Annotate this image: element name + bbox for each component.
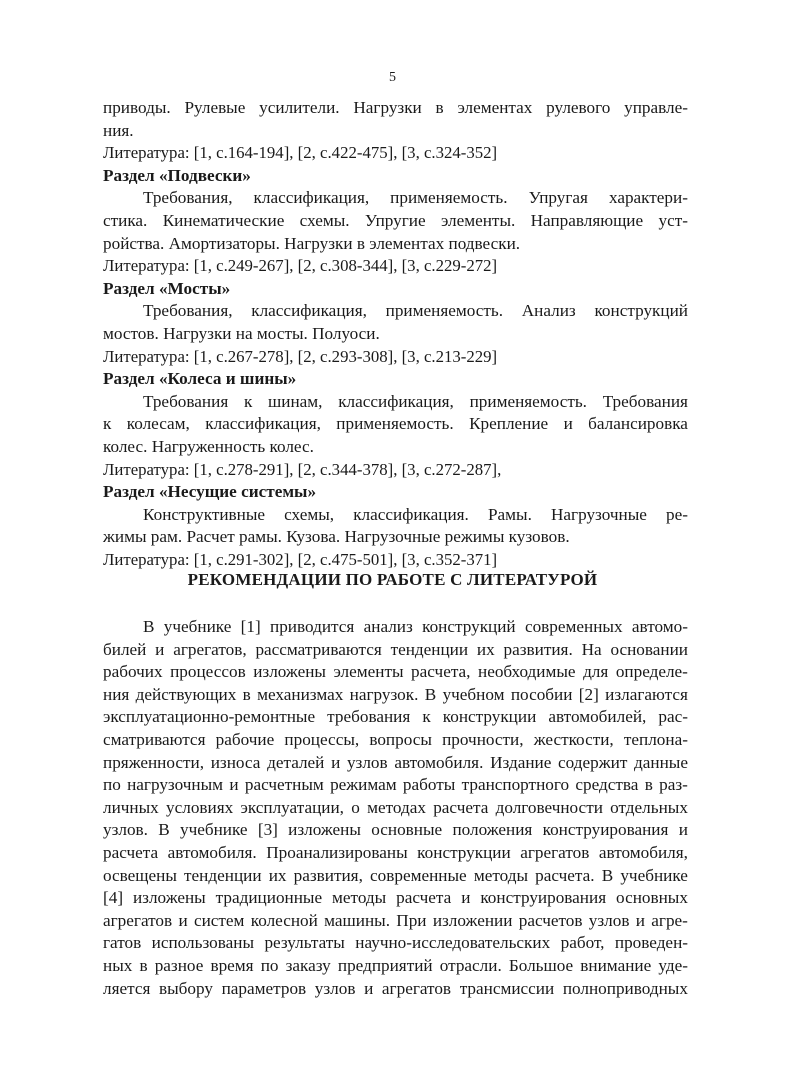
- section-heading: РЕКОМЕНДАЦИИ ПО РАБОТЕ С ЛИТЕРАТУРОЙ: [187, 570, 598, 589]
- paragraph-line: агрегатов и систем колесной машины. При изложении расчетов узлов и агре-: [103, 910, 688, 930]
- paragraph-line: ных в разное время по заказу предприятий отрасли. Большое внимание уде-: [103, 955, 688, 975]
- literature-reference: Литература: [1, с.278-291], [2, с.344-378], [3, с.272-287],: [103, 459, 502, 479]
- paragraph-line: ния действующих в механизмах нагрузок. В учебном пособии [2] излагаются: [103, 684, 688, 704]
- paragraph-line: билей и агрегатов, рассматриваются тенденции их развития. На основании: [103, 639, 688, 659]
- paragraph-line: ляется выбору параметров узлов и агрегатов трансмиссии полноприводных: [103, 978, 688, 998]
- literature-reference: Литература: [1, с.267-278], [2, с.293-308], [3, с.213-229]: [103, 346, 498, 366]
- paragraph-line: Конструктивные схемы, классификация. Рамы. Нагрузочные ре-: [143, 504, 688, 524]
- paragraph-line: колес. Нагруженность колес.: [103, 436, 314, 456]
- paragraph-line: по нагрузочным и расчетным режимам работы транспортного средства в раз-: [103, 775, 688, 795]
- paragraph-line: гатов использованы результаты научно-исследовательских работ, проведен-: [103, 933, 688, 953]
- paragraph-line: эксплуатационно-ремонтные требования к конструкции автомобилей, рас-: [103, 707, 688, 727]
- paragraph-line: [4] изложены традиционные методы расчета и конструирования основных: [103, 888, 688, 908]
- paragraph-line: узлов. В учебнике [3] изложены основные положения конструирования и: [103, 820, 688, 840]
- sections-block: [103, 97, 688, 571]
- paragraph-line: расчета автомобиля. Проанализированы конструкции агрегатов автомобиля,: [103, 842, 688, 862]
- paragraph-line: мостов. Нагрузки на мосты. Полуоси.: [103, 323, 380, 343]
- literature-reference: Литература: [1, с.164-194], [2, с.422-475], [3, с.324-352]: [103, 143, 498, 163]
- paragraph-line: ройства. Амортизаторы. Нагрузки в элементах подвески.: [103, 233, 521, 253]
- paragraph-line: Требования, классификация, применяемость. Анализ конструкций: [143, 301, 688, 321]
- paragraph-line: ния.: [103, 120, 134, 140]
- literature-reference: Литература: [1, с.249-267], [2, с.308-344], [3, с.229-272]: [103, 256, 498, 276]
- paragraph-line: рабочих процессов изложены элементы расчета, необходимые для определе-: [103, 662, 688, 682]
- section-title: Раздел «Колеса и шины»: [103, 369, 297, 389]
- section-title: Раздел «Мосты»: [103, 278, 231, 298]
- paragraph-line: В учебнике [1] приводится анализ конструкций современных автомо-: [143, 617, 688, 636]
- paragraph-line: жимы рам. Расчет рамы. Кузова. Нагрузочные режимы кузовов.: [103, 527, 570, 547]
- paragraph-line: стика. Кинематические схемы. Упругие элементы. Направляющие уст-: [103, 210, 688, 230]
- paragraph-line: приводы. Рулевые усилители. Нагрузки в элементах рулевого управле-: [103, 98, 688, 117]
- section-title: Раздел «Несущие системы»: [103, 482, 317, 502]
- paragraph-line: пряженности, износа деталей и узлов автомобиля. Издание содержит данные: [103, 752, 688, 772]
- section-title: Раздел «Подвески»: [103, 165, 251, 185]
- paragraph-line: сматриваются рабочие процессы, вопросы прочности, жесткости, теплона-: [103, 729, 688, 749]
- page-number: 5: [389, 70, 396, 85]
- paragraph-line: Требования, классификация, применяемость. Упругая характери-: [143, 188, 688, 208]
- paragraph-line: освещены тенденции их развития, современные методы расчета. В учебнике: [103, 865, 688, 885]
- literature-reference: Литература: [1, с.291-302], [2, с.475-501], [3, с.352-371]: [103, 549, 498, 569]
- paragraph-line: Требования к шинам, классификация, применяемость. Требования: [143, 391, 688, 411]
- paragraph-line: к колесам, классификация, применяемость. Крепление и балансировка: [103, 414, 688, 434]
- recommendations-paragraph: [103, 616, 688, 1000]
- paragraph-line: личных условиях эксплуатации, о методах расчета долговечности отдельных: [103, 797, 688, 817]
